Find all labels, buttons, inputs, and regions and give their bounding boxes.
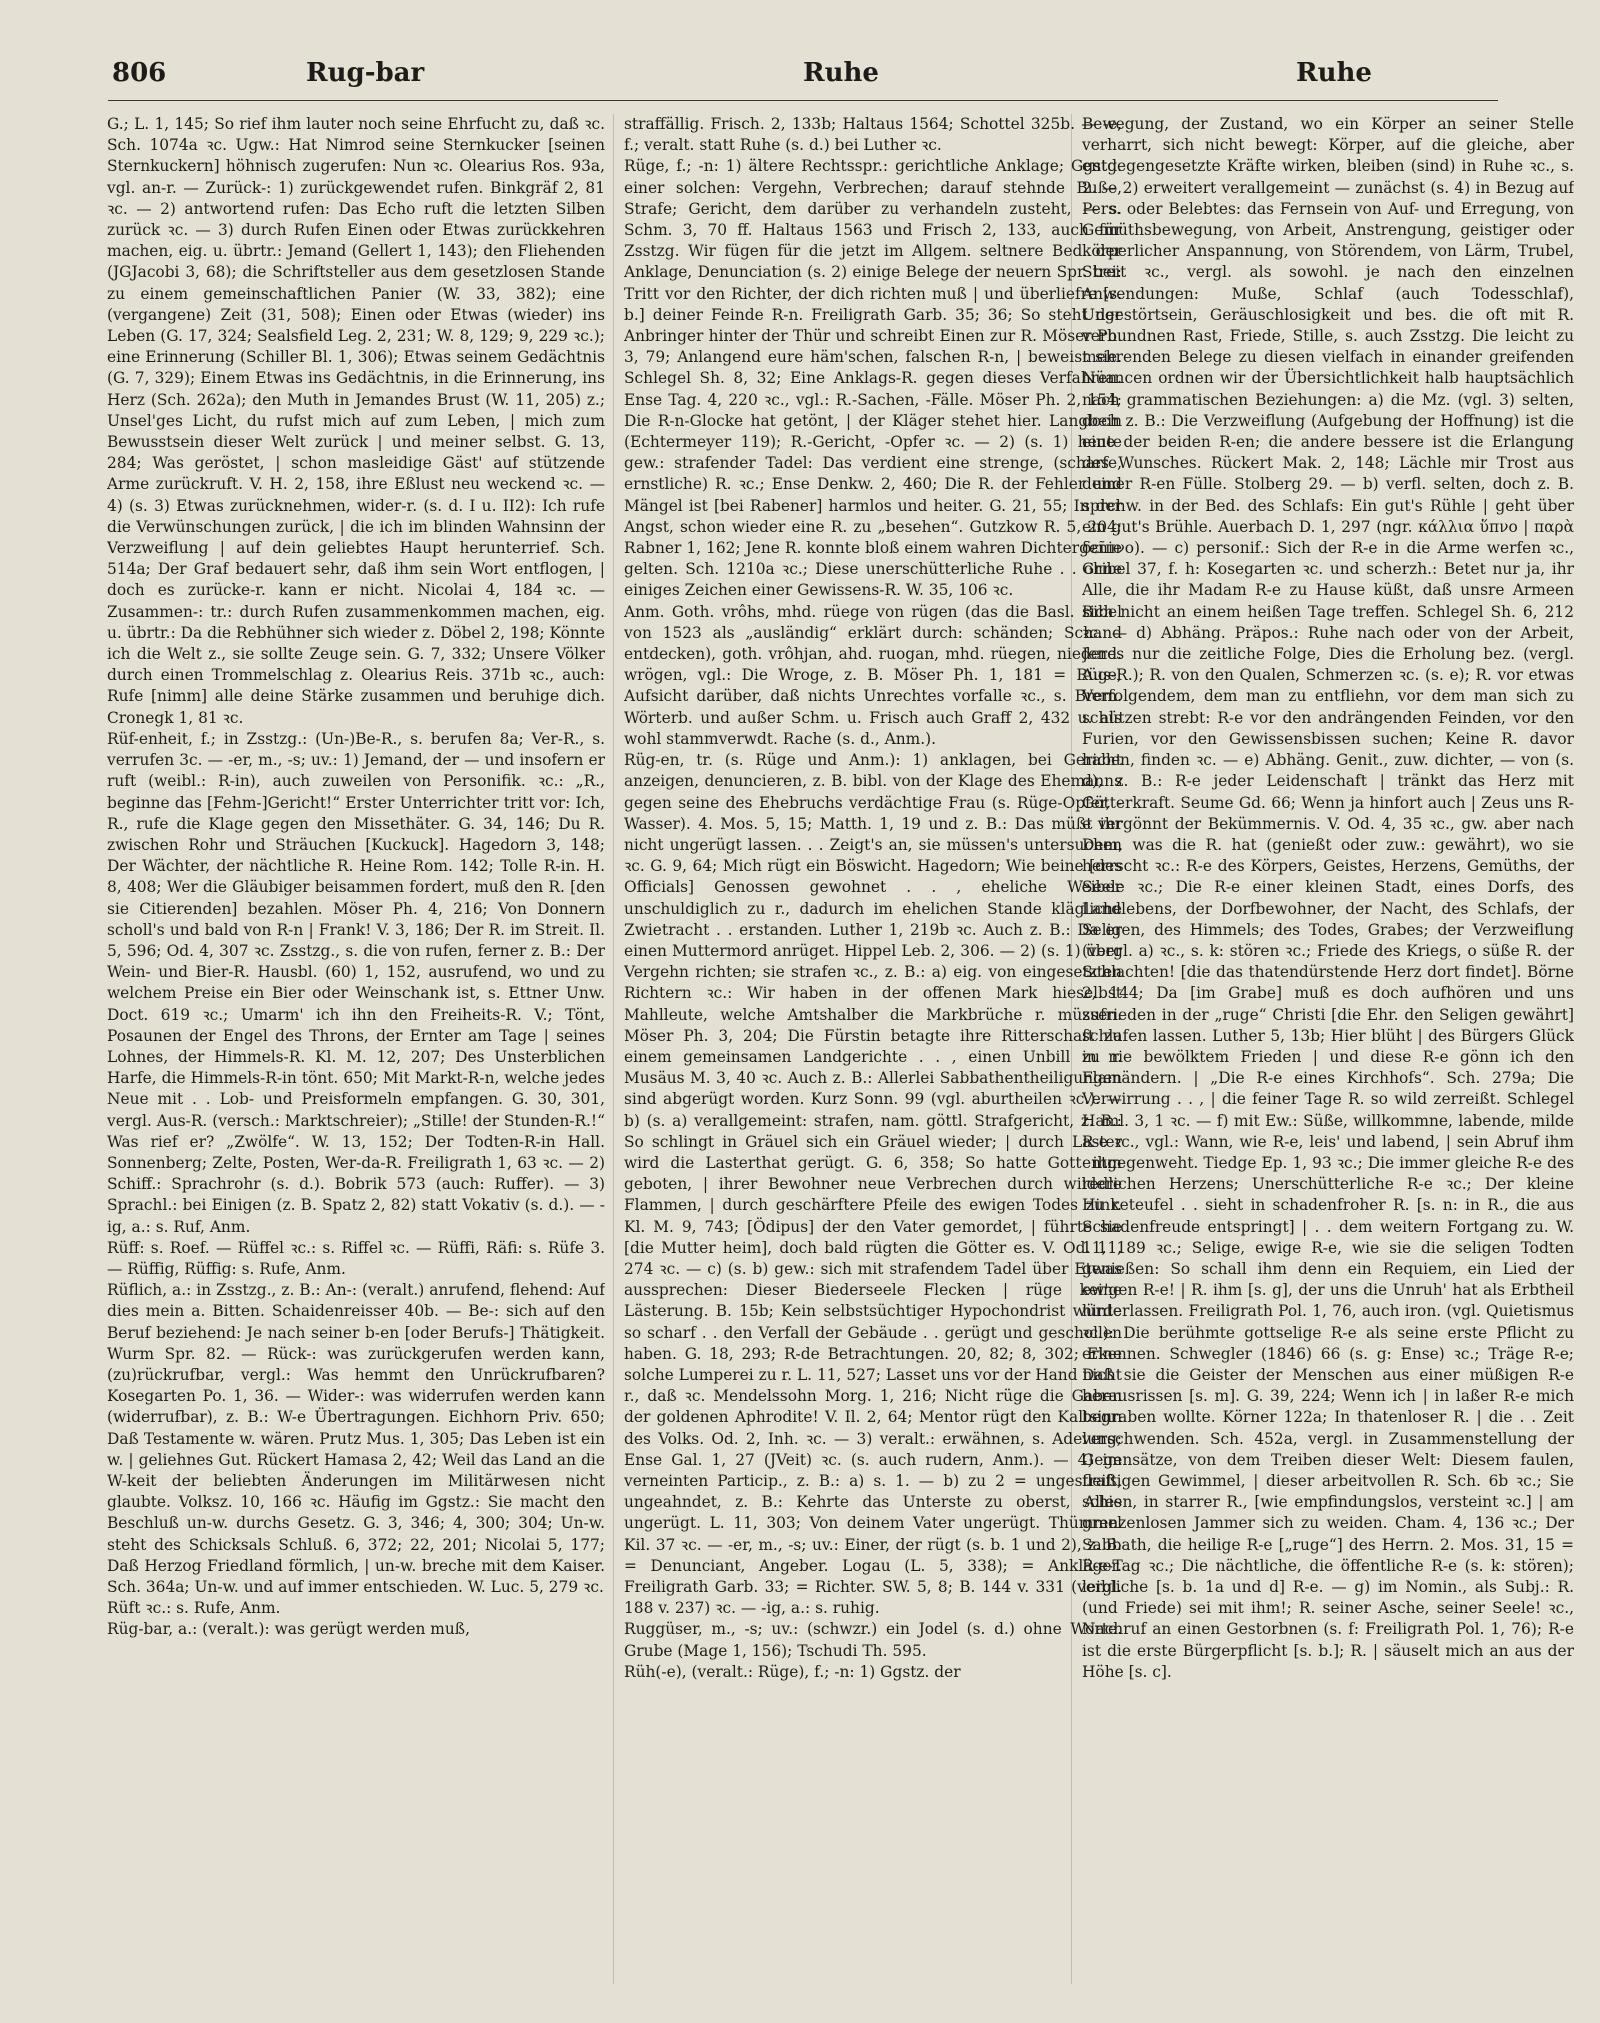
column-2-paragraph: straffällig. Frisch. 2, 133b; Haltaus 1564; Schottel 325b. — -e, f.; veralt. statt Ruhe (s. d.) bei Luther ꝛc. (624, 115, 1122, 155)
entry-ruhe: Rüh(-e), (veralt.: Rüge), f.; -n: 1) Ggstz. der (624, 1662, 961, 1681)
entry-rueflich: Rüflich, a.: in Zsstzg., z. B.: An-: (veralt.) anrufend, flehend: Auf dies mein a. Bitten. Schaidenreisser 40b. — Be-: sich auf den Beruf beziehend: Je nach seiner b-en [oder Berufs-] Thätigkeit. Wurm Spr. 82. — Rück-: was zurückgerufen werden kann, (zu)rückrufbar, vergl.: Was hemmt den Unrückrufbaren? Kosegarten Po. 1, 36. — Wider-: was widerrufen werden kann (widerrufbar), z. B.: W-e Übertragungen. Eichhorn Priv. 650; Daß Testamente w. wären. Prutz Mus. 1, 305; Das Leben ist ein w. | geliehnes Gut. Rückert Hamasa 2, 42; Weil das Land an die W-keit der beliebten Änderungen im Militärwesen nicht glaubte. Volksz. 10, 166 ꝛc. Häufig im Ggstz.: Sie macht den Beschluß un-w. durchs Gesetz. G. 3, 346; 4, 300; 304; Un-w. steht des Schicksals Schluß. 6, 372; 22, 201; Nicolai 5, 177; Daß Herzog Friedland förmlich, | un-w. breche mit dem Kaiser. Sch. 364a; Un-w. und auf immer entschieden. W. Luc. 5, 279 ꝛc. (107, 1281, 605, 1597)
entry-rufenheit: Rüf-enheit, f.; in Zsstzg.: (Un-)Be-R., s. berufen 8a; Ver-R., s. verrufen 3c. — -er, m., -s; uv.: 1) Jemand, der — und insofern er ruft (weibl.: R-in), auch zuweilen von Personifik. ꝛc.: „R., beginne das [Fehm-]Gericht!“ Erster Unterrichter tritt vor: Ich, R., rufe die Klage gegen den Missethäter. G. 34, 146; Du R. zwischen Rohr und Sträuchen [Kuckuck]. Hagedorn 3, 148; Der Wächter, der nächtliche R. Heine Rom. 142; Tolle R-in. H. 8, 408; Wer die Gläubiger beisammen fordert, muß den R. [den sie Citierenden] bezahlen. Möser Ph. 4, 216; Von Donnern scholl's und bald von R-n | Frank! V. 3, 186; Der R. im Streit. Il. 5, 596; Od. 4, 307 ꝛc. Zsstzg., s. die von rufen, ferner z. B.: Der Wein- und Bier-R. Hausbl. (60) 1, 152, ausrufend, wo und zu welchem Preise ein Bier oder Weinschank ist, s. Ettner Unw. Doct. 619 ꝛc.; Umarm' ich ihn den Freiheits-R. V.; Tönt, Posaunen der Engel des Throns, der Ernter am Tage | seines Lohnes, der Himmels-R. Kl. M. 12, 207; Des Unsterblichen Harfe, die Himmels-R-in tönt. 650; Mit Markt-R-n, welche jedes Neue mit . . Lob- und Preisformeln empfangen. G. 30, 301, vergl. Aus-R. (versch.: Marktschreier); „Stille! der Stunden-R.!“ Was rief er? „Zwölfe“. W. 13, 152; Der Todten-R-in Hall. Sonnenberg; Zelte, Posten, Wer-da-R. Freiligrath 1, 63 ꝛc. — 2) Schiff.: Sprachrohr (s. d.). Bobrik 573 (auch: Ruffer). — 3) Sprachl.: bei Einigen (z. B. Spatz 2, 82) statt Vokativ (s. d.). — -ig, a.: s. Ruf, Anm. (107, 729, 605, 1236)
entry-ruggueser: Ruggüser, m., -s; uv.: (schwzr.) ein Jodel (s. d.) ohne Worte. Grube (Mage 1, 156); Tschudi Th. 595. (624, 1620, 1122, 1660)
entry-ruegen: Rüg-en, tr. (s. Rüge und Anm.): 1) anklagen, bei Gericht anzeigen, denuncieren, z. B. bibl. von der Klage des Ehemanns gegen seine des Ehebruchs verdächtige Frau (s. Rüge-Opfer, -Wasser). 4. Mos. 5, 15; Matth. 1, 19 und z. B.: Das müßt ihr nicht ungerügt lassen. . . Zeigt's an, sie müssen's untersuchen ꝛc. G. 9, 64; Mich rügt ein Böswicht. Hagedorn; Wie beine [des Officials] Genossen gewohnet . . , eheliche Weiber unschuldiglich zu r., dadurch im ehelichen Stande klägliche Zwietracht . . erstanden. Luther 1, 219b ꝛc. Auch z. B.: Da er einen Muttermord anrüget. Hippel Leb. 2, 306. — 2) (s. 1) über Vergehn richten; sie strafen ꝛc., z. B.: a) eig. von eingesetzten Richtern ꝛc.: Wir haben in der offenen Mark hieselbst Mahlleute, welche Amtshalber die Markbrüche r. müssen. Möser Ph. 3, 204; Die Fürstin betagte ihre Ritterschaft zu einem gemeinsamen Landgerichte . . , einen Unbill zu r. Musäus M. 3, 40 ꝛc. Auch z. B.: Allerlei Sabbathentheiligungen sind abgerügt worden. Kurz Sonn. 99 (vgl. aburtheilen ꝛc.). — b) (s. a) verallgemeint: strafen, nam. göttl. Strafgericht, z. B.: So schlingt in Gräuel sich ein Gräuel wieder; | durch Laster wird die Lasterthat gerügt. G. 6, 358; So hatte Gott ihm geboten, | ihrer Bewohner neue Verbrechen durch wildere Flammen, | durch geschärftere Pfeile des ewigen Todes zu r. Kl. M. 9, 743; [Ödipus] der den Vater gemordet, | führte sie [die Mutter heim], doch bald rügten die Götter es. V. Od. 11, 274 ꝛc. — c) (s. b) gew.: sich mit strafendem Tadel über Etwas aussprechen: Dieser Biederseele Flecken | rüge keine Lästerung. B. 15b; Kein selbstsüchtiger Hypochondrist würde so scharf . . den Verfall der Gebäude . . gerügt und geschollen haben. G. 18, 293; R-de Betrachtungen. 20, 82; 8, 302; Eine solche Lumperei zu r. L. 11, 527; Lasset uns vor der Hand nicht r., daß ꝛc. Mendelssohn Morg. 1, 216; Nicht rüge die Gaben der goldenen Aphrodite! V. Il. 2, 64; Mentor rügt den Kaltsinn des Volks. Od. 2, Inh. ꝛc. — 3) veralt.: erwähnen, s. Adelung; Ense Gal. 1, 27 (JVeit) ꝛc. (s. auch rudern, Anm.). — 4) im verneinten Particip., z. B.: a) s. 1. — b) zu 2 = ungestraft, ungeahndet, z. B.: Kehrte das Unterste zu oberst, Alles ungerügt. L. 11, 303; Von deinem Vater ungerügt. Thümmel Kil. 37 ꝛc. — -er, m., -s; uv.: Einer, der rügt (s. b. 1 und 2), z. B. = Denunciant, Angeber. Logau (L. 5, 338); = Ankläger. Freiligrath Garb. 33; = Richter. SW. 5, 8; B. 144 v. 331 (vergl. 188 v. 237) ꝛc. — -ig, a.: s. ruhig. (624, 751, 1122, 1618)
running-head-right: Ruhe (1296, 58, 1372, 88)
entry-ruegbar: Rüg-bar, a.: (veralt.): was gerügt werden muß, (107, 1620, 470, 1639)
running-header (112, 58, 1372, 94)
header-rule (108, 100, 1498, 101)
page-number: 806 (112, 58, 167, 88)
column-divider-1 (613, 114, 614, 1984)
entry-rueft: Rüft ꝛc.: s. Rufe, Anm. (107, 1599, 281, 1618)
entry-rueff: Rüff: s. Roef. — Rüffel ꝛc.: s. Riffel ꝛc. — Rüffi, Räfi: s. Rüfe 3. — Rüffig, Rüffig: s. Rufe, Anm. (107, 1238, 605, 1278)
column-3-paragraph: Bewegung, der Zustand, wo ein Körper an seiner Stelle verharrt, sich nicht bewegt: Körper, auf die gleiche, aber entgegengesetzte Kräfte wirken, bleiben (sind) in Ruhe ꝛc., s. 2. — 2) erweitert verallgemeint — zunächst (s. 4) in Bezug auf Pers. oder Belebtes: das Fernsein von Auf- und Erregung, von Gemüthsbewegung, von Arbeit, Anstrengung, geistiger oder körperlicher Anspannung, von Störendem, von Lärm, Trubel, Streit ꝛc., vergl. als sowohl. je nach den einzelnen Anwendungen: Muße, Schlaf (auch Todesschlaf), Ungestörtsein, Geräuschlosigkeit und bes. die oft mit R. verbundnen Rast, Friede, Stille, s. auch Zsstzg. Die leicht zu mehrenden Belege zu diesen vielfach in einander greifenden Nüancen ordnen wir der Übersichtlichkeit halb hauptsächlich nach grammatischen Beziehungen: a) die Mz. (vgl. 3) selten, doch z. B.: Die Verzweiflung (Aufgebung der Hoffnung) ist die eine der beiden R-en; die andere bessere ist die Erlangung des Wunsches. Rückert Mak. 2, 148; Lächle mir Trost aus deiner R-en Fülle. Stolberg 29. — b) verfl. selten, doch z. B. sprchw. in der Bed. des Schlafs: Ein gut's Rühle | geht über ein gut's Brühle. Auerbach D. 1, 297 (ngr. κάλλια ὕπνο | παρὰ δεῖπνο). — c) personif.: Sich der R-e in die Arme werfen ꝛc., Gribel 37, f. h: Kosegarten ꝛc. und scherzh.: Betet nur ja, ihr Alle, die ihr Madam R-e zu Hause küßt, daß unsre Armeen sich nicht an einem heißen Tage treffen. Schlegel Sh. 6, 212 ꝛc. — d) Abhäng. Präpos.: Ruhe nach oder von der Arbeit, Jenes nur die zeitliche Folge, Dies die Erholung bez. (vergl. Aus-R.); R. von den Qualen, Schmerzen ꝛc. (s. e); R. vor etwas Verfolgendem, dem man zu entfliehn, vor dem man sich zu schützen strebt: R-e vor den andrängenden Feinden, vor den Furien, vor den Gewissensbissen suchen; Keine R. davor haben, finden ꝛc. — e) Abhäng. Genit., zuw. dichter, — von (s. d), z. B.: R-e jeder Leidenschaft | tränkt das Herz mit Götterkraft. Seume Gd. 66; Wenn ja hinfort auch | Zeus uns R-e vergönnt der Bekümmernis. V. Od. 4, 35 ꝛc., gw. aber nach Dem, was die R. hat (genießt oder zuw.: gewährt), wo sie herrscht ꝛc.: R-e des Körpers, Geistes, Herzens, Gemüths, der Seele ꝛc.; Die R-e einer kleinen Stadt, eines Dorfs, des Landlebens, der Dorfbewohner, der Nacht, des Schlafs, der Seligen, des Himmels; des Todes, Grabes; der Verzweiflung (vergl. a) ꝛc., s. k: stören ꝛc.; Friede des Kriegs, o süße R. der Schlachten! [die das thatendürstende Herz dort findet]. Börne 2, 144; Da [im Grabe] muß es doch aufhören und uns zufrieden in der „ruge“ Christi [die Ehr. den Seligen gewährt] schlafen lassen. Luther 5, 13b; Hier blüht | des Bürgers Glück in nie bewölktem Frieden | und diese R-e gönn ich den Flamändern. | „Die R-e eines Kirchhofs“. Sch. 279a; Die Verwirrung . . , | die feiner Tage R. so wild zerreißt. Schlegel Haml. 3, 1 ꝛc. — f) mit Ew.: Süße, willkommne, labende, milde R-e ꝛc., vgl.: Wann, wie R-e, leis' und labend, | sein Abruf ihm entgegenweht. Tiedge Ep. 1, 93 ꝛc.; Die immer gleiche R-e des redlichen Herzens; Unerschütterliche R-e ꝛc.; Der kleine Hinketeufel . . sieht in schadenfroher R. [s. n: in R., die aus Schadenfreude entspringt] | . . dem weitern Fortgang zu. W. 11, 189 ꝛc.; Selige, ewige R-e, wie sie die seligen Todten genießen: So schall ihm denn ein Requiem, ein Lied der ew'gen R-e! | R. ihm [s. g], der uns die Unruh' hat als Erbtheil hinterlassen. Freiligrath Pol. 1, 76, auch iron. (vgl. Quietismus ꝛc.): Die berühmte gottselige R-e als seine erste Pflicht zu erkennen. Schwegler (1846) 66 (s. g: Ense) ꝛc.; Träge R-e; Daß sie die Geister der Menschen aus einer müßigen R-e herausrissen [s. m]. G. 39, 224; Wenn ich | in laßer R-e mich begraben wollte. Körner 122a; In thatenloser R. | die . . Zeit verschwenden. Sch. 452a, vergl. in Zusammenstellung der Gegensätze, von dem Treiben dieser Welt: Diesem faulen, fleißigen Gewimmel, | dieser arbeitvollen R. Sch. 6b ꝛc.; Sie schien, in starrer R., [wie empfindungslos, versteint ꝛc.] | am grenzenlosen Jammer sich zu weiden. Cham. 4, 136 ꝛc.; Der Sabbath, die heilige R-e [„ruge“] des Herrn. 2. Mos. 31, 15 = R-e-Tag ꝛc.; Die nächtliche, die öffentliche R-e (s. k: stören); leibliche [s. b. 1a und d] R-e. — g) im Nomin., als Subj.: R. (und Friede) sei mit ihm!; R. seiner Asche, seiner Seele! ꝛc., Nachruf an einen Gestorbnen (s. f: Freiligrath Pol. 1, 76); R-e ist die erste Bürgerpflicht [s. b.]; R. | säuselt mich an aus der Höhe [s. c]. (1082, 115, 1574, 1681)
entry-ruege: Rüge, f.; -n: 1) ältere Rechtsspr.: gerichtliche Anklage; Ggstd. einer solchen: Vergehn, Verbrechen; darauf stehnde Buße, Strafe; Gericht, dem darüber zu verhandeln zusteht, — s. Schm. 3, 70 ff. Haltaus 1563 und Frisch 2, 133, auch für Zsstzg. Wir fügen für die jetzt im Allgem. seltnere Bed. der Anklage, Denunciation (s. 2) einige Belege der neuern Spr. bei: Tritt vor den Richter, der dich richten muß | und überliefre [s. b.] deiner Feinde R-n. Freiligrath Garb. 35; 36; So steht der Anbringer hinter der Thür und schreibt Einen zur R. Möser Ph. 3, 79; Anlangend eure häm'schen, falschen R-n, | beweist sie. Schlegel Sh. 8, 32; Eine Anklags-R. gegen dieses Verfahren. Ense Tag. 4, 220 ꝛc., vgl.: R.-Sachen, -Fälle. Möser Ph. 2, 154; Die R-n-Glocke hat getönt, | der Kläger stehet hier. Langbein (Echtermeyer 119); R.-Gericht, -Opfer ꝛc. — 2) (s. 1) heute gew.: strafender Tadel: Das verdient eine strenge, (scharfe, ernstliche) R. ꝛc.; Ense Denkw. 2, 460; Die R. der Fehler und Mängel ist [bei Rabener] harmlos und heiter. G. 21, 55; In der Angst, schon wieder eine R. zu „besehen“. Gutzkow R. 5, 204; Rabner 1, 162; Jene R. konnte bloß einem wahren Dichtergenie gelten. Sch. 1210a ꝛc.; Diese unerschütterliche Ruhe . . ohne einiges Zeichen einer Gewissens-R. W. 35, 106 ꝛc. (624, 157, 1122, 600)
text-column-2 (624, 114, 1122, 1984)
running-head-center: Ruhe (803, 58, 879, 88)
entry-ruege-note: Anm. Goth. vrôhs, mhd. rüege von rügen (das die Basl. Bibel von 1523 als „ausländig“ erklärt durch: schänden; Schand entdecken), goth. vrôhjan, ahd. ruogan, mhd. rüegen, niederd. wrögen, vgl.: Die Wroge, z. B. Möser Ph. 1, 181 = Rüge; Aufsicht darüber, daß nichts Unrechtes vorfalle ꝛc., s. Brem. Wörterb. und außer Schm. u. Frisch auch Graff 2, 432 u. als wohl stammverwdt. Rache (s. d., Anm.). (624, 602, 1122, 748)
text-column-3 (1082, 114, 1574, 1984)
running-head-left: Rug-bar (306, 58, 425, 88)
text-column-1 (107, 114, 605, 1984)
column-1-paragraph: G.; L. 1, 145; So rief ihm lauter noch seine Ehrfucht zu, daß ꝛc. Sch. 1074a ꝛc. Ugw.: Hat Nimrod seine Sternkucker [seinen Sternkuckern] höhnisch zugerufen: Nun ꝛc. Olearius Ros. 93a, vgl. an-r. — Zurück-: 1) zurückgewendet rufen. Binkgräf 2, 81 ꝛc. — 2) antwortend rufen: Das Echo ruft die letzten Silben zurück ꝛc. — 3) durch Rufen Einen oder Etwas zurückkehren machen, eig. u. übrtr.: Jemand (Gellert 1, 143); den Fliehenden (JGJacobi 3, 68); die Schriftsteller aus dem gesetzlosen Stande zu einem gemeinschaftlichen Panier (W. 33, 382); eine (vergangene) Zeit (31, 508); Einen oder Etwas (wieder) ins Leben (G. 17, 324; Sealsfield Leg. 2, 231; W. 8, 129; 9, 229 ꝛc.); eine Erinnerung (Schiller Bl. 1, 306); Etwas seinem Gedächtnis (G. 7, 329); Einem Etwas ins Gedächtnis, in die Erinnerung, ins Herz (Sch. 262a); den Muth in Jemandes Brust (W. 11, 205) z.; Unsel'ges Licht, du rufst mich auf zum Leben, | mich zum Bewusstsein dieser Welt zurück | und meiner selbst. G. 13, 284; Was geröstet, | schon masleidige Gäst' auf stützende Arme zurückruft. V. H. 2, 158, ihre Eßlust neu weckend ꝛc. — 4) (s. 3) Etwas zurücknehmen, wider-r. (s. d. I u. II2): Ich rufe die Verwünschungen zurück, | die ich im blinden Wahnsinn der Verzweiflung | auf dein geliebtes Haupt herunterrief. Sch. 514a; Der Graf bedauert sehr, daß ihm sein Wort entflogen, | doch es zurücke-r. kann er nicht. Nicolai 4, 184 ꝛc. — Zusammen-: tr.: durch Rufen zusammenkommen machen, eig. u. übrtr.: Da die Rebhühner sich wieder z. Döbel 2, 198; Könnte ich die Welt z., sie sollte Zeuge sein. G. 7, 332; Unsere Völker durch einen Trommelschlag z. Olearius Reis. 371b ꝛc., auch: Rufe [nimm] alle deine Stärke zusammen und beruhige dich. Cronegk 1, 81 ꝛc. (107, 115, 605, 727)
